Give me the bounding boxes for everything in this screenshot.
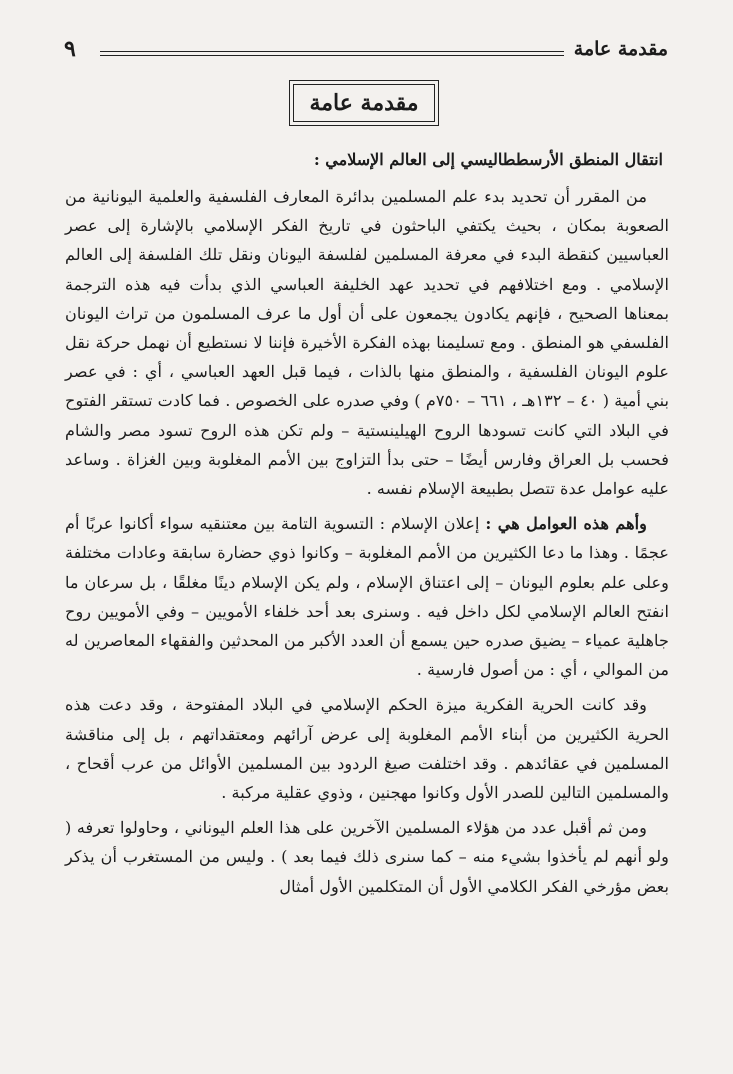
chapter-title-frame — [289, 80, 439, 126]
paragraph-text: من المقرر أن تحديد بدء علم المسلمين بدائرة المعارف الفلسفية والعلمية اليونانية من الصعوبة بمكان ، بحيث يكتفي الباحثون في تاريخ الفكر الإسلامي بالإشارة إلى عصر العباسيين كنقطة البدء في معرفة المسلمين لفلسفة اليونان ونقل تلك الفلسفة إلى العالم الإسلامي . ومع اختلافهم في تحديد عهد الخليفة العباسي الذي بدأت فيه هذه الترجمة بمعناها الصحيح ، فإنهم يكادون يجمعون على أن أول ما عرف المسلمون من تراث اليونان الفلسفي هو المنطق . ومع تسليمنا بهذه الفكرة الأخيرة فإننا لا نستطيع أن نهمل حركة نقل علوم اليونان الفلسفية ، والمنطق منها بالذات ، فيما قبل العهد العباسي ، أي : في عصر بني أمية ( ٤٠ – ١٣٢هـ ، ٦٦١ – ٧٥٠م ) وفي صدره على الخصوص . فما كادت تستقر الفتوح في البلاد التي كانت تسودها الروح الهيلينستية – ولم تكن هذه الروح تسود مصر والشام فحسب بل العراق وفارس أيضًا – حتى بدأ التزاوج بين الأمم المغلوبة وبين الغزاة . وساعد عليه عوامل عدة تتصل بطبيعة الإسلام نفسه . — [65, 187, 670, 499]
section-heading: انتقال المنطق الأرسططاليسي إلى العالم الإسلامي : — [313, 150, 663, 169]
paragraph — [65, 509, 669, 684]
chapter-title: مقدمة عامة — [293, 84, 435, 122]
paragraph-text: ومن ثم أقبل عدد من هؤلاء المسلمين الآخرين على هذا العلم اليوناني ، وحاولوا تعرفه ( ولو أنهم لم يأخذوا بشيء منه – كما سنرى ذلك فيما بعد ) . وليس من المستغرب أن يذكر بعض مؤرخي الفكر الكلامي الأول أن المتكلمين الأول أمثال — [65, 818, 669, 896]
paragraph — [65, 690, 669, 807]
running-head-title: مقدمة عامة — [573, 38, 668, 60]
paragraph-text: إعلان الإسلام : التسوية التامة بين معتنقيه سواء أكانوا عربًا أم عجمًا . وهذا ما دعا الكثيرين من الأمم المغلوبة – وكانوا ذوي حضارة سابقة وعادات مختلفة وعلى علم بعلوم اليونان – إلى اعتناق الإسلام ، ولم يكن الإسلام دينًا مغلقًا ، بل سرعان ما انفتح العالم الإسلامي لكل داخل فيه . وسنرى بعد أحد خلفاء الأمويين – وفي الأمويين روح جاهلية عمياء – يضيق صدره حين يسمع أن العدد الأكبر من المحدثين والفقهاء المعاصرين له من الموالي ، أي : من أصول فارسية . — [65, 514, 669, 680]
paragraph-text: وقد كانت الحرية الفكرية ميزة الحكم الإسلامي في البلاد المفتوحة ، وقد دعت هذه الحرية الكثيرين من أبناء الأمم المغلوبة إلى عرض آرائهم ومعتقداتهم ، بل إلى مناقشة المسلمين في عقائدهم . وقد اختلفت صيغ الردود بين المسلمين الأوائل من عرب أقحاح ، والمسلمين التالين للصدر الأول وكانوا مهجنين ، وذوي عقلية مركبة . — [65, 695, 669, 803]
body-text — [65, 182, 669, 907]
running-head — [64, 34, 668, 74]
paragraph-lead: وأهم هذه العوامل هي : — [485, 514, 647, 534]
paragraph — [65, 182, 669, 503]
page-number: ٩ — [64, 36, 76, 62]
paragraph — [65, 813, 669, 901]
running-head-double-rule — [100, 51, 564, 56]
